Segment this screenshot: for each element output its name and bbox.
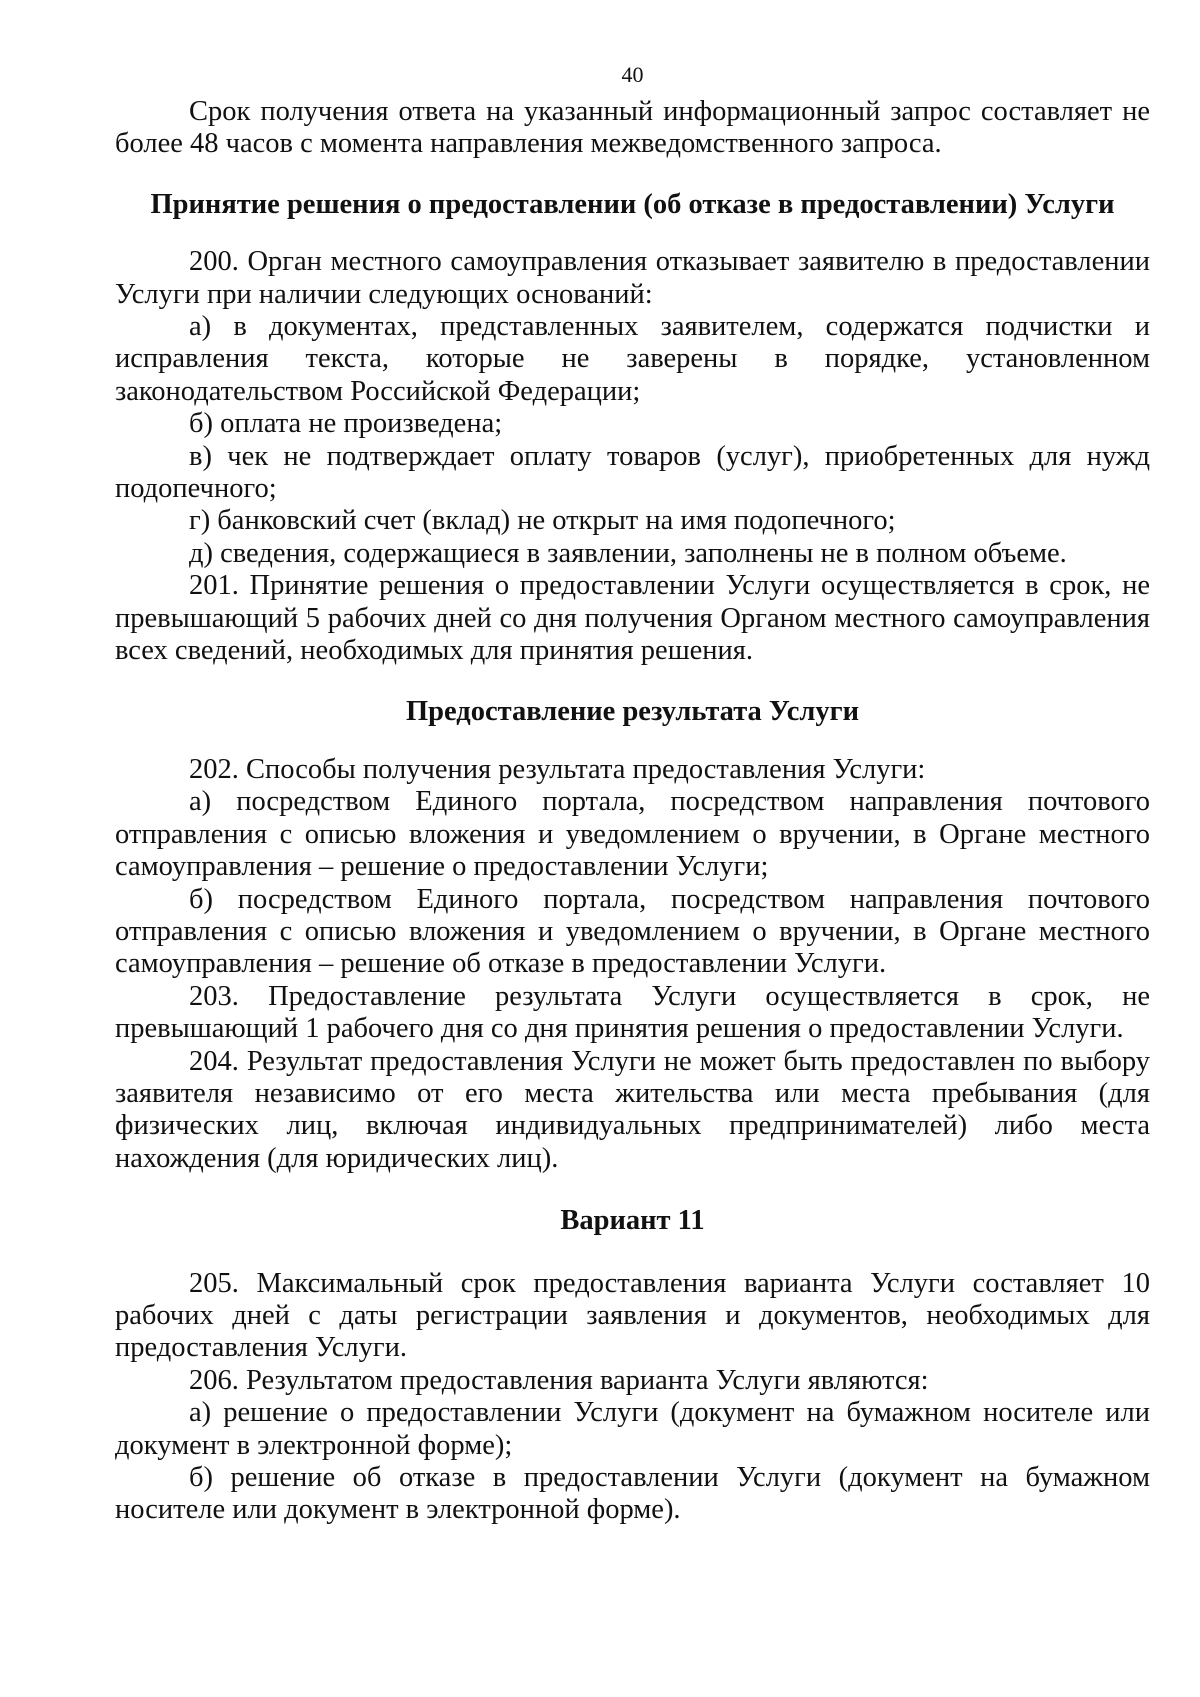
paragraph-205: 205. Максимальный срок предоставления варианта Услуги составляет 10 рабочих дней с даты регистрации заявления и документов, необходимых для предоставления Услуги.	[115, 1267, 1150, 1364]
page-number: 40	[621, 62, 644, 87]
list-item-v: в) чек не подтверждает оплату товаров (услуг), приобретенных для нужд подопечного;	[115, 440, 1150, 505]
list-item-a: а) посредством Единого портала, посредством направления почтового отправления с описью вложения и уведомлением о вручении, в Органе местного самоуправления – решение о предоставлении Услуги;	[115, 786, 1150, 883]
section-heading-result: Предоставление результата Услуги	[405, 695, 860, 727]
list-item-b: б) решение об отказе в предоставлении Услуги (документ на бумажном носителе или документ в электронной форме).	[115, 1462, 1150, 1526]
list-item-g: г) банковский счет (вклад) не открыт на имя подопечного;	[189, 505, 896, 537]
list-item-a: а) решение о предоставлении Услуги (документ на бумажном носителе или документ в электронной форме);	[115, 1397, 1150, 1461]
paragraph-201: 201. Принятие решения о предоставлении Услуги осуществляется в срок, не превышающий 5 рабочих дней со дня получения Органом местного самоуправления всех сведений, необходимых для принятия решения.	[115, 570, 1150, 667]
list-item-d: д) сведения, содержащиеся в заявлении, заполнены не в полном объеме.	[189, 537, 1067, 569]
paragraph-200: 200. Орган местного самоуправления отказывает заявителю в предоставлении Услуги при наличии следующих оснований:	[115, 246, 1150, 310]
paragraph-203: 203. Предоставление результата Услуги осуществляется в срок, не превышающий 1 рабочего дня со дня принятия решения о предоставлении Услуги.	[115, 980, 1150, 1045]
paragraph-202: 202. Способы получения результата предоставления Услуги:	[189, 753, 926, 785]
paragraph-206: 206. Результатом предоставления варианта Услуги являются:	[189, 1364, 929, 1396]
document-page	[115, 60, 1150, 1527]
list-item-b: б) посредством Единого портала, посредством направления почтового отправления с описью вложения и уведомлением о вручении, в Органе местного самоуправления – решение об отказе в предоставлении Услуги.	[115, 883, 1150, 980]
section-heading-variant: Вариант 11	[560, 1205, 705, 1237]
intro-paragraph: Срок получения ответа на указанный информационный запрос составляет не более 48 часов с момента направления межведомственного запроса.	[115, 96, 1150, 160]
list-item-b: б) оплата не произведена;	[189, 408, 503, 440]
section-heading-decision: Принятие решения о предоставлении (об отказе в предоставлении) Услуги	[150, 188, 1115, 220]
list-item-a: а) в документах, представленных заявителем, содержатся подчистки и исправления текста, которые не заверены в порядке, установленном законодательством Российской Федерации;	[115, 311, 1150, 407]
paragraph-204: 204. Результат предоставления Услуги не может быть предоставлен по выбору заявителя независимо от его места жительства или места пребывания (для физических лиц, включая индивидуальных предпринимателей) либо места нахождения (для юридических лиц).	[115, 1045, 1150, 1174]
